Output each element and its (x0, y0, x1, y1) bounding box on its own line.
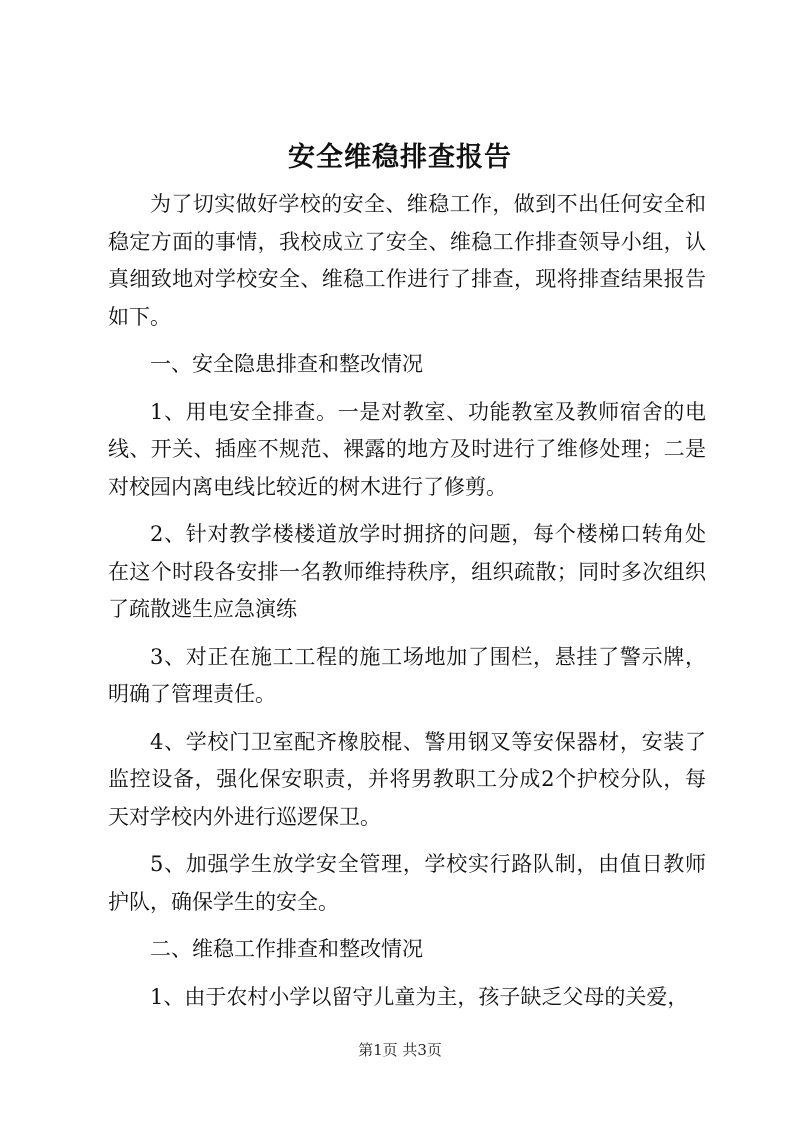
document-title: 安全维稳排查报告 (288, 142, 512, 173)
page-number: 第1页 共3页 (358, 1041, 442, 1059)
section-heading-stability: 二、维稳工作排查和整改情况 (150, 937, 423, 961)
paragraph-left-behind-children: 1、由于农村小学以留守儿童为主，孩子缺乏父母的关爱， (150, 984, 689, 1009)
document-body (108, 186, 706, 1026)
paragraph-dismissal-safety: 5、加强学生放学安全管理，学校实行路队制，由值日教师护队，确保学生的安全。 (108, 852, 706, 914)
section-heading-safety: 一、安全隐患排查和整改情况 (150, 352, 423, 376)
paragraph-stairway-safety: 2、针对教学楼楼道放学时拥挤的问题，每个楼梯口转角处在这个时段各安排一名教师维持秩序，组织疏散；同时多次组织了疏散逃生应急演练 (108, 522, 706, 621)
paragraph-electric-safety: 1、用电安全排查。一是对教室、功能教室及教师宿舍的电线、开关、插座不规范、裸露的地方及时进行了维修处理；二是对校园内离电线比较近的树木进行了修剪。 (108, 399, 706, 499)
paragraph-intro: 为了切实做好学校的安全、维稳工作，做到不出任何安全和稳定方面的事情，我校成立了安全、维稳工作排查领导小组，认真细致地对学校安全、维稳工作进行了排查，现将排查结果报告如下。 (108, 192, 706, 329)
paragraph-security-equipment: 4、学校门卫室配齐橡胶棍、警用钢叉等安保器材，安装了监控设备，强化保安职责，并将男教职工分成2个护校分队，每天对学校内外进行巡逻保卫。 (108, 729, 706, 829)
paragraph-construction-site: 3、对正在施工工程的施工场地加了围栏，悬挂了警示牌，明确了管理责任。 (108, 644, 706, 706)
